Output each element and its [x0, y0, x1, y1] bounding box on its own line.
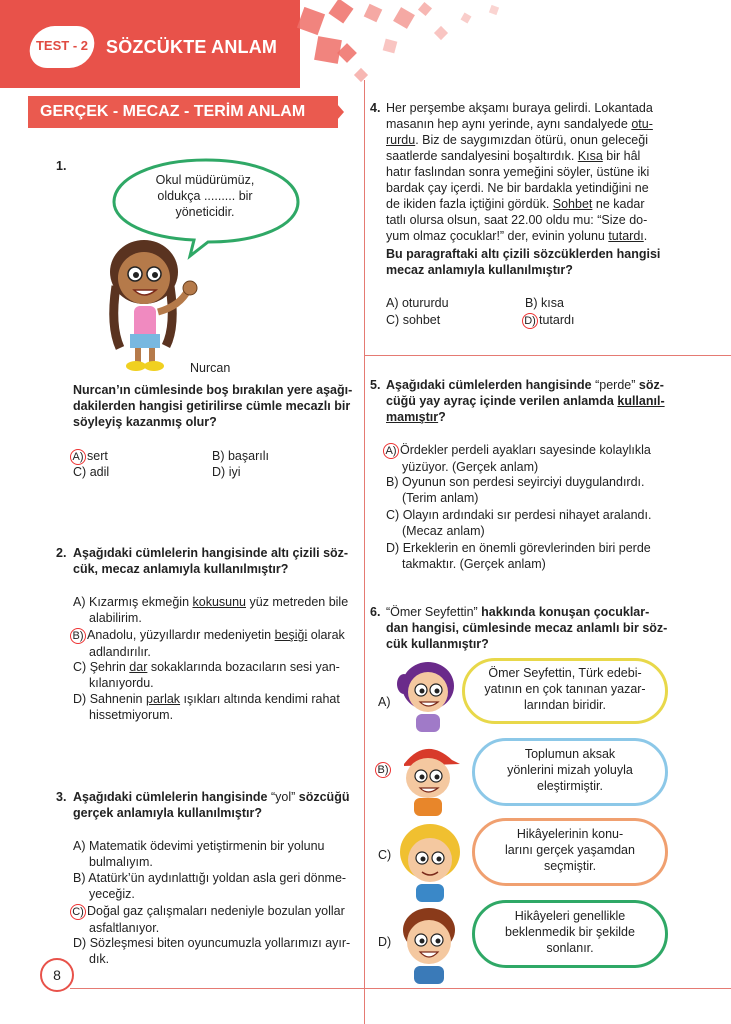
option-text: başarılı [227, 449, 269, 463]
stem-keyword: “perde” [595, 378, 636, 392]
passage-text: . [643, 229, 648, 243]
option-text: olarak [307, 628, 345, 642]
option-a[interactable] [73, 838, 363, 870]
question-stem [386, 246, 671, 278]
question-number: 6. [370, 605, 381, 619]
section-banner-tail [330, 96, 344, 128]
question-separator [365, 355, 731, 356]
underlined-word: parlak [146, 692, 181, 706]
option-b[interactable] [212, 448, 269, 464]
underlined-word: kokusunu [192, 595, 247, 609]
option-text: yüzüyor. (Gerçek anlam) [402, 460, 539, 474]
option-text: otururdu [401, 296, 449, 310]
test-label: TEST - 2 [35, 38, 88, 53]
option-text: bulmalıyım. [89, 855, 153, 869]
option-a[interactable] [70, 448, 108, 465]
option-letter: A) [386, 296, 399, 310]
bubble-line: eleştirmiştir. [537, 779, 603, 793]
option-b[interactable] [386, 474, 676, 506]
passage-text: masanın hep aynı yerinde, aynı sandalyede [386, 117, 632, 131]
option-letter: D) [73, 692, 87, 706]
option-letter: D) [73, 936, 87, 950]
passage-text: de ikiden fazla içtiğini gördük. [386, 197, 553, 211]
option-c[interactable] [73, 659, 363, 691]
stem-text: sözcüğü [295, 790, 350, 804]
passage-line [386, 228, 668, 244]
option-text: alabilirim. [89, 611, 142, 625]
passage-text: tatlı olursa olsun, saat 22.00 oldu mu: “Size do- [386, 213, 648, 227]
underlined-word: rurdu [386, 133, 416, 147]
answer-circle: C) [70, 904, 86, 920]
option-letter: A) [73, 595, 86, 609]
option-text: yüz metreden bile [246, 595, 349, 609]
passage-text: hatır faslından sonra yemeğini söyler, üstüne iki [386, 165, 650, 179]
section-title: GERÇEK - MECAZ - TERİM ANLAM [40, 103, 306, 120]
option-letter: A) [378, 695, 391, 709]
option-text: Ördekler perdeli ayakları sayesinde kolaylıkla [400, 443, 651, 457]
option-text: tutardı [539, 313, 575, 327]
confetti-shape [314, 36, 342, 64]
bubble-line: yönlerini mizah yoluyla [507, 763, 633, 777]
speech-bubble-c [472, 818, 668, 886]
option-text: (Mecaz anlam) [402, 524, 485, 538]
footer-line [70, 988, 731, 989]
option-text: Kızarmış ekmeğin [88, 595, 193, 609]
stem-keyword: “Ömer Seyfettin” [386, 605, 478, 619]
option-a[interactable] [378, 694, 391, 710]
answer-circle: A) [383, 443, 399, 459]
stem-line: dakilerden hangisi getirilirse cümle mecazlı bir [73, 399, 351, 413]
option-c[interactable] [386, 312, 440, 328]
option-text: Oyunun son perdesi seyirciyi duygulandırdı. [401, 475, 645, 489]
option-text: sokaklarında bozacıların sesi yan- [147, 660, 340, 674]
option-text: Atatürk’ün aydınlattığı yoldan asla geri dönme- [88, 871, 347, 885]
option-letter: C) [73, 465, 87, 479]
option-letter: C) [386, 508, 400, 522]
child-d-illustration [396, 902, 462, 986]
option-letter: B) [386, 475, 399, 489]
passage-line [386, 148, 668, 164]
bubble-line: yöneticidir. [175, 205, 235, 219]
option-c[interactable] [386, 507, 676, 539]
option-text: Matematik ödevimi yetiştirmenin bir yolunu [88, 839, 325, 853]
bubble-line: larını gerçek yaşamdan [505, 843, 635, 857]
speech-bubble-b [472, 738, 668, 806]
confetti-shape [393, 7, 415, 29]
passage-line [386, 212, 668, 228]
option-d[interactable] [386, 540, 676, 572]
confetti-shape [489, 5, 499, 15]
confetti-shape [418, 2, 432, 16]
bubble-line: Hikâyeleri genellikle [514, 909, 626, 923]
column-divider [364, 80, 365, 1024]
option-text: takmaktır. (Gerçek anlam) [402, 557, 546, 571]
bubble-line: seçmiştir. [543, 859, 597, 873]
speech-bubble-a [462, 658, 668, 724]
option-text: asfaltlanıyor. [89, 921, 160, 935]
option-text: Erkeklerin en önemli görevlerinden biri perde [402, 541, 651, 555]
child-b-illustration [396, 738, 462, 818]
underlined-word: otu- [631, 117, 653, 131]
stem-line: mecaz anlamıyla kullanılmıştır? [386, 263, 573, 277]
option-text: kısa [540, 296, 564, 310]
bubble-line: Hikâyelerinin konu- [516, 827, 624, 841]
stem-text: söz- [635, 378, 664, 392]
underlined-word: tutardı [608, 229, 644, 243]
stem-line: söyleyiş kazanmış olur? [73, 415, 217, 429]
stem-line: cük, mecaz anlamıyla kullanılmıştır? [73, 562, 289, 576]
stem-underlined: mamıştır [386, 410, 439, 424]
question-stem [386, 377, 671, 425]
option-text: Sahnenin [89, 692, 146, 706]
option-text: sert [87, 449, 108, 463]
option-a[interactable] [386, 295, 449, 311]
stem-line: cük kullanmıştır? [386, 637, 489, 651]
passage-line [386, 180, 668, 196]
passage-text: bardak çay içerdi. Ne bir bardakla yetindiğini ne [386, 181, 649, 195]
stem-line: Bu paragraftaki altı çizili sözcüklerden hangisi [386, 247, 661, 261]
option-text: adlandırılır. [89, 645, 151, 659]
child-c-illustration [396, 820, 464, 904]
girl-illustration [100, 236, 210, 376]
option-text: ışıkları altında kendimi rahat [180, 692, 340, 706]
option-text: Doğal gaz çalışmaları nedeniyle bozulan yollar [87, 904, 345, 918]
option-d[interactable] [73, 935, 363, 967]
confetti-shape [383, 39, 398, 54]
stem-text: cüğü yay ayraç içinde verilen anlamda [386, 394, 618, 408]
passage-text: Her perşembe akşamı buraya gelirdi. Lokantada [386, 101, 653, 115]
option-text: adil [89, 465, 110, 479]
confetti-shape [434, 26, 448, 40]
bubble-line: larından biridir. [524, 698, 606, 712]
page-header [0, 0, 731, 88]
option-text: dık. [89, 952, 110, 966]
confetti-shape [364, 4, 383, 23]
answer-circle: A) [70, 449, 86, 465]
confetti-shape [328, 0, 353, 24]
option-text: kılanıyordu. [89, 676, 154, 690]
question-passage [386, 100, 668, 244]
option-b[interactable] [375, 761, 392, 778]
stem-line: gerçek anlamıyla kullanılmıştır? [73, 806, 262, 820]
answer-circle: B) [70, 628, 86, 644]
question-number: 1. [56, 159, 67, 173]
page-number: 8 [40, 958, 74, 992]
passage-line [386, 164, 668, 180]
passage-text: ne kadar [592, 197, 645, 211]
option-letter: D) [212, 465, 226, 479]
passage-text: yum olmaz çocuklar!” der, evinin yolunu [386, 229, 609, 243]
option-letter: C) [386, 313, 400, 327]
option-letter: B) [212, 449, 225, 463]
stem-text: Aşağıdaki cümlelerin hangisinde [73, 790, 271, 804]
speaker-name: Nurcan [190, 361, 231, 375]
option-letter: D) [378, 935, 392, 949]
option-text: Olayın ardındaki sır perdesi nihayet aralandı. [402, 508, 652, 522]
option-letter: B) [525, 296, 538, 310]
passage-text: bir hâl [602, 149, 641, 163]
option-a[interactable] [383, 442, 673, 475]
question-stem [386, 604, 671, 652]
question-stem [73, 382, 363, 430]
bubble-line: oldukça ......... bir [157, 189, 253, 203]
speech-bubble-d [472, 900, 668, 968]
question-number: 5. [370, 378, 381, 392]
option-letter: C) [378, 848, 392, 862]
option-text: Sözleşmesi biten oyuncumuzla yollarımızı ayır- [89, 936, 351, 950]
option-d[interactable] [73, 691, 363, 723]
confetti-shape [461, 13, 472, 24]
underlined-word: dar [129, 660, 148, 674]
passage-line [386, 116, 668, 132]
bubble-line: yatının en çok tanınan yazar- [484, 682, 646, 696]
passage-line [386, 132, 668, 148]
underlined-word: Sohbet [552, 197, 593, 211]
option-text: Anadolu, yüzyıllardır medeniyetin [87, 628, 275, 642]
option-c[interactable] [70, 903, 363, 936]
stem-line: Nurcan’ın cümlesinde boş bırakılan yere aşağı- [73, 383, 353, 397]
child-a-illustration [396, 656, 460, 734]
option-d[interactable] [378, 934, 391, 950]
question-number: 2. [56, 546, 67, 560]
option-b[interactable] [525, 295, 564, 311]
answer-circle: B) [375, 762, 391, 778]
option-text: (Terim anlam) [402, 491, 479, 505]
option-a[interactable] [73, 594, 363, 626]
question-number: 3. [56, 790, 67, 804]
bubble-line: beklenmedik bir şekilde [505, 925, 635, 939]
unit-title: SÖZCÜKTE ANLAM [106, 37, 278, 57]
bubble-line: Okul müdürümüz, [155, 173, 255, 187]
question-stem [73, 545, 363, 577]
bubble-text [140, 172, 270, 220]
passage-line [386, 100, 668, 116]
passage-text: saatlerde sandalyesini boşaltırdık. [386, 149, 578, 163]
stem-underlined: kullanıl- [617, 394, 665, 408]
option-b[interactable] [73, 870, 363, 902]
stem-text: ? [438, 410, 446, 424]
option-text: Şehrin [89, 660, 130, 674]
question-stem [73, 789, 363, 821]
bubble-line: Ömer Seyfettin, Türk edebi- [488, 666, 642, 680]
stem-text: Aşağıdaki cümlelerden hangisinde [386, 378, 596, 392]
option-letter: B) [73, 871, 86, 885]
option-letter: C) [73, 660, 87, 674]
confetti-shape [297, 7, 325, 35]
option-c[interactable] [378, 847, 391, 863]
option-letter: D) [386, 541, 400, 555]
option-text: iyi [228, 465, 241, 479]
underlined-word: beşiği [274, 628, 308, 642]
option-text: yeceğiz. [89, 887, 135, 901]
bubble-line: sonlanır. [546, 941, 594, 955]
option-c[interactable] [73, 464, 109, 480]
option-letter: A) [73, 839, 86, 853]
stem-line: dan hangisi, cümlesinde mecaz anlamlı bir söz- [386, 621, 668, 635]
question-number: 4. [370, 101, 381, 115]
confetti-shape [354, 68, 368, 82]
option-text: sohbet [402, 313, 441, 327]
stem-keyword: “yol” [270, 790, 296, 804]
passage-text: . Biz de saygımızdan ötürü, onun geleceği [415, 133, 648, 147]
option-d[interactable] [212, 464, 241, 480]
option-b[interactable] [70, 627, 363, 660]
option-text: hissetmiyorum. [89, 708, 174, 722]
answer-circle: D) [522, 313, 538, 329]
stem-text: hakkında konuşan çocuklar- [477, 605, 650, 619]
passage-line [386, 196, 668, 212]
stem-line: Aşağıdaki cümlelerin hangisinde altı çizili söz- [73, 546, 349, 560]
option-d[interactable] [522, 312, 574, 329]
underlined-word: Kısa [577, 149, 603, 163]
bubble-line: Toplumun aksak [524, 747, 616, 761]
